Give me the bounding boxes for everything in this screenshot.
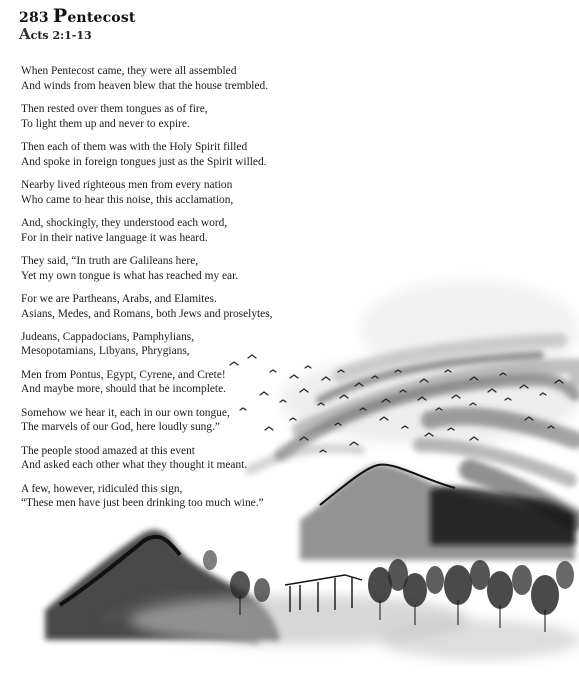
poem-line: For in their native language it was heard. xyxy=(21,231,208,244)
poem-line: Yet my own tongue is what has reached my ear. xyxy=(21,269,239,282)
hymn-number: 283 xyxy=(19,10,49,26)
stanza xyxy=(21,406,321,435)
stanza xyxy=(21,482,321,511)
stanza xyxy=(21,254,321,283)
poem-line: And, shockingly, they understood each word, xyxy=(21,216,228,229)
poem-line: And maybe more, should that be incomplete. xyxy=(21,383,226,396)
poem-line: When Pentecost came, they were all assembled xyxy=(21,65,237,77)
stanza xyxy=(21,216,321,245)
poem-line: Nearby lived righteous men from every nation xyxy=(21,178,233,191)
poem-line: Who came to hear this noise, this acclamation, xyxy=(21,193,234,206)
right-ridge xyxy=(300,465,575,560)
valley-wash xyxy=(130,595,579,660)
poem-line: And spoke in foreign tongues just as the Spirit willed. xyxy=(21,155,267,168)
poem-body xyxy=(21,64,321,520)
poem-line: They said, “In truth are Galileans here, xyxy=(21,254,199,267)
title-initial: P xyxy=(52,5,68,27)
stanza xyxy=(21,330,321,359)
stanza xyxy=(21,292,321,321)
scripture-reference xyxy=(19,27,136,43)
stanza xyxy=(21,102,321,131)
poem-line: The people stood amazed at this event xyxy=(21,444,195,457)
poem-line: “These men have just been drinking too much wine.” xyxy=(21,497,264,510)
stanza xyxy=(21,178,321,207)
poem-line: To light them up and never to expire. xyxy=(21,117,190,130)
poem-line: Mesopotamians, Libyans, Phrygians, xyxy=(21,345,190,358)
poem-line: Judeans, Cappadocians, Pamphylians, xyxy=(21,330,195,343)
stanza xyxy=(21,444,321,473)
poem-line: For we are Partheans, Arabs, and Elamites. xyxy=(21,292,217,305)
poem-line: Then rested over them tongues as of fire, xyxy=(21,102,208,115)
poem-line: Then each of them was with the Holy Spirit filled xyxy=(21,140,248,153)
reference-text: cts 2:1-13 xyxy=(30,29,92,42)
stanza xyxy=(21,64,321,93)
poem-line: And winds from heaven blew that the house trembled. xyxy=(21,79,269,92)
reference-initial: A xyxy=(19,25,31,43)
poem-line: The marvels of our God, here loudly sung.” xyxy=(21,421,220,434)
poem-line: Men from Pontus, Egypt, Cyrene, and Crete! xyxy=(21,368,226,381)
hymn-title xyxy=(19,5,136,27)
poem-line: Somehow we hear it, each in our own tongue, xyxy=(21,406,230,419)
title-text: entecost xyxy=(67,10,136,26)
stanza xyxy=(21,368,321,397)
stanza xyxy=(21,140,321,169)
poem-line: And asked each other what they thought it meant. xyxy=(21,459,248,472)
hymn-header xyxy=(19,5,136,43)
poem-line: Asians, Medes, and Romans, both Jews and proselytes, xyxy=(21,307,273,320)
poem-line: A few, however, ridiculed this sign, xyxy=(21,482,183,495)
